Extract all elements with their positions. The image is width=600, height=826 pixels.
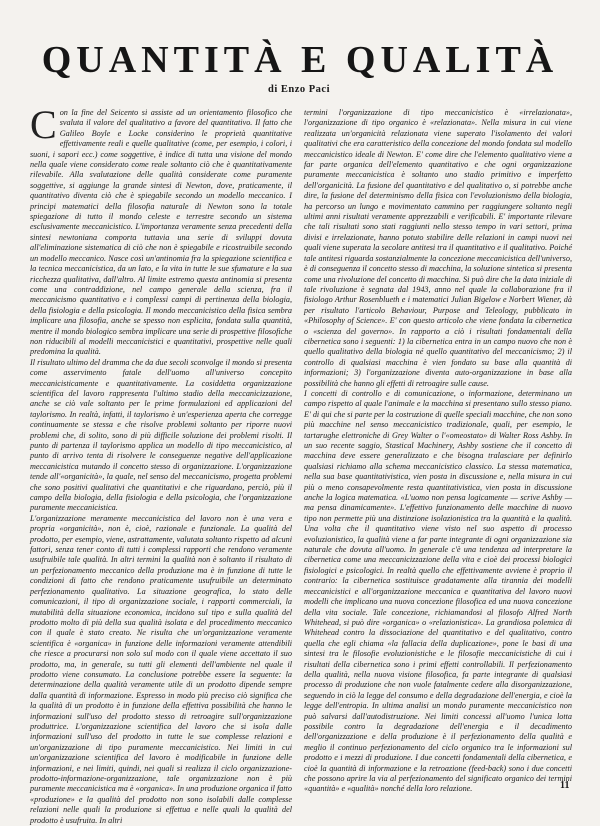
article-title: QUANTITÀ E QUALITÀ (41, 39, 559, 81)
paragraph: Il risultato ultimo del dramma che da due secoli sconvolge il mondo si presenta come asservimento fatale dell'uomo all'universo concepito meccanicisticamente e quantitativamente. La cosiddetta organizzazione scientifica del lavoro rappresenta l'ultimo stadio della meccanicizzazione, anche se ciò vale soltanto per le prime formulazioni ed applicazioni del taylorismo. In realtà, infatti, il taylorismo è un'esperienza aperta che corregge continuamente se stessa e che risolve problemi soltanto per riporre nuovi problemi che, di solito, sono di più difficile soluzione dei problemi risolti. Il punto di partenza il taylorismo applica un modello di tipo meccanicistico, al punto di arrivo tenta di risolvere le conseguenze negative dell'applicazione meccanicistica mutando il concetto stesso di organizzazione. L'organizzazione tende all'«organicità», la quale, nel senso del meccanicismo, progetta problemi che sono positivi qualitativi che quantitativi e che riguardano, perciò, più il campo della biologia, della fisiologia e della psicologia, che l'organizzazione puramente meccanicistica. (30, 357, 292, 513)
left-column (30, 102, 292, 825)
drop-cap: C (30, 102, 57, 147)
paragraph: L'organizzazione meramente meccanicistica del lavoro non è una vera e propria «organicità», non è, cioè, razionale e funzionale. La qualità del prodotto, per esempio, viene, astrattamente, valutata soltanto rispetto ad alcuni fattori, senza tener conto di tutti i complessi rapporti che rendono veramente usufruibile tale qualità. In altri termini la qualità non è soltanto il risultato di un perfezionamento meccanico della produzione ma è in funzione di tutte le condizioni di fatto che rendono praticamente usufruibile un determinato perfezionamento qualitativo. La situazione geografica, lo stato delle comunicazioni, il tipo di organizzazione sociale, i rapporti commerciali, la mutabilità della situazione economica, incidono sul tipo e sulla qualità del prodotto molto di più della sua qualità isolata e del procedimento meccanico con il quale è stato creato. Ne risulta che un'organizzazione veramente scientifica è «organica» in funzione delle informazioni veramente attendibili che riesce a procurarsi non solo sul modo con il quale viene accettato il suo prodotto, ma, in generale, su tutti gli elementi dell'ambiente nel quale il prodotto viene consumato. La conclusione potrebbe essere la seguente: la determinazione della qualità veramente utile di un prodotto dipende sempre dalla quantità di informazione. Espresso in modo più preciso ciò significa che la qualità di un prodotto è in funzione della effettiva possibilità che hanno le informazioni sull'uso del prodotto stesso di retroagire sull'organizzazione produttrice. L'organizzazione scientifica del lavoro che si isola dalle informazioni sull'uso del prodotto in tutte le sue complesse relazioni e un'organizzazione di tipo puramente meccanicistico. Nei limiti in cui un'organizzazione scientifica del lavoro è modificabile in funzione delle informazioni, e nei limiti, quindi, nei quali si realizza il ciclo organizzazione-prodotto-informazione-organizzazione, tale organizzazione non è più puramente meccanicistica ma è «organica». In una produzione organica il fatto «produzione» e la qualità del prodotto non sono isolabili dalle complesse relazioni nelle quali la produzione si effettua e nelle quali la qualità del prodotto è usufruita. In altri (30, 513, 292, 825)
paragraph: on la fine del Seicento si assiste ad un orientamento filosofico che svaluta il valore del qualitativo a favore del quantitativo. Il fatto che Galileo Boyle e Locke considerino le proprietà quantitative effettivamente reali e quelle qualitative (come, per esempio, i colori, i suoni, i sapori ecc.) come soggettive, è indice di tutta una visione del mondo nella quale viene considerato come reale soltanto ciò che è quantitativamente rilevabile. Alla svalutazione delle qualità considerate come puramente soggettive, si aggiunge la grande sintesi di Newton, dove, praticamente, il quantitativo diventa ciò che è spiegabile secondo un modello meccanico. I principi matematici della filosofia naturale di Newton sono la totale spiegazione di tutto il mondo celeste e terrestre secondo un sistema esclusivamente meccanicistico. L'importanza veramente senza precedenti della sintesi newtoniana comporta tuttavia una serie di sviluppi dovuta all'eliminazione sistematica di ciò che non è spiegabile e ricostruibile secondo un modello meccanico. Nasce così un'antinomia fra la spiegazione scientifica e la tecnica meccanicistica, da un lato, e la vita in tutte le sue sfumature e la sua ricchezza qualitativa, dall'altro. Al limite estremo questa antinomia si presenta come una contraddizione, nel campo generale della scienza, fra il meccanicismo quantitativo e i complessi campi di pertinenza della biologia, della fisiologia e della psicologia. Il mondo meccanicistico della fisica sembra implicare una filosofia, anche se spesso non esplicita, fondata sulla quantità, mentre il mondo biologico sembra implicare una serie di prospettive filosofiche non riducibili al modelli meccanicistici e quantitativi, prospettive nelle quali predomina la qualità. (30, 108, 292, 357)
paragraph: termini l'organizzazione di tipo meccanicistico è «irrelazionata», l'organizzazione di tipo organico è «relazionata». Nella misura in cui viene realizzata un'organicità relazionata viene superato l'isolamento dei valori qualitativi che era caratteristico della concezione del mondo fondata sul modello meccanicistico ideale di Newton. E' come dire che l'elemento qualitativo viene a far parte organica dell'elemento quantitativo e che ogni organizzazione puramente meccanicistica è soltanto uno stadio primitivo e imperfetto dell'organicità. La fusione del quantitativo e del qualitativo o, si potrebbe anche dire, la fusione del determinismo della fisica con l'evoluzionismo della biologia, ha percorso un lungo e movimentato cammino per raggiungere soltanto negli ultimi anni risultati veramente apprezzabili e verificabili. E' importante rilevare che tali risultati sono stati raggiunti nello stesso tempo in vari settori, prima divisi e irrelazionate, hanno potuto stabilire delle relazioni in campi nuovi nei quali viene superata la secolare antitesi tra il quantitativo e il qualitativo. Poiché tale antitesi riguarda sostanzialmente la concezione meccanicistica dell'universo, è di conseguenza il concetto stesso di macchina, la soluzione sintetica si presenta come una rivoluzione del concetto di macchina. Si può dire che la data iniziale di tale rivoluzione è segnata dal 1943, anno nel quale la collaborazione fra il fisiologo Arthur Rosenblueth e i matematici Julian Bigelow e Norbert Wiener, dà per risultato l'articolo Behaviour, Purpose and Teleology, pubblicato in «Philosophy of Science». E' con questo articolo che viene fondata la cibernetica o «scienza del governo». In rapporto a ciò i risultati fondamentali della cibernetica sono i seguenti: 1) la cibernetica entra in un campo nuovo che non è quello qualitativo della biologia né quello quantitativo del meccanicismo; 2) il controllo di qualsiasi macchina è vien fondato su base alla quantità di informazioni; 3) l'organizzazione diventa auto-organizzazione in base alla possibilità che hanno gli effetti di retroagire sulle cause. (304, 108, 572, 388)
paragraph: I concetti di controllo e di comunicazione, o informazione, determinano un campo rispetto al quale l'animale e la macchina si presentano sullo stesso piano. E' di qui che si parte per la costruzione di quelle speciali macchine, che non sono più macchine nel senso meccanicistico tradizionale, quali, per esempio, le tartarughe elettroniche di Grey Walter o l'«omeostato» di Walter Ross Ashby. In un suo recente saggio, Stastical Machinery, Ashby sostiene che il concetto di macchina deve essere generalizzato e che bisogna tralasciare per definirlo qualsiasi richiamo alla schema meccanicistico classico. La stessa matematica, nella sua base quantitativistica, vien posta in discussione e, nella misura in cui più o meno consapevolmente resta quantitativistica, vien posta in discussione anche la logica matematica. «L'uomo non pensa logicamente — scrive Ashby — ma pensa dinamicamente». L'effettivo funzionamento delle macchine di nuovo tipo non permette più una distinzione isolazionistica tra la quantità e la qualità. Una volta che il quantitativo viene visto nel suo aspetto di processo evoluzionistico, la qualità viene a far parte integrante di ogni organizzazione sia naturale che dovuta all'uomo. In generale c'è una tendenza ad interpretare la cibernetica come una meccanicizzazione della vita e cioè dei processi biologici fisiologici e psicologici. In realtà quello che effettivamente avviene è proprio il contrario: la cibernetica sostituisce gradatamente alla tirannia dei modelli meccanicistici e all'organizzazione meccanica e quantitativa del lavoro nuovi modelli che implicano una nuova concezione filosofica ed una nuova concezione della vita sociale. Tale concezione, richiamandosi al filosofo Alfred North Whitehead, si può dire «organica» o «relazionistica». La grandiosa polemica di Whitehead contro la dissociazione del quantitativo e del qualitativo, contro quella che egli chiama «la fallacia della duplicazione», pone le basi di una sintesi tra le filosofie evoluzionistiche e le filosofie meccanicistiche di cui i risultati della cibernetica sono i primi effetti controllabili. Il perfezionamento della qualità, nella nuova visione filosofica, fa parte integrante di qualsiasi processo di produzione che non vuole fatalmente cedere alla disorganizzazione, seguendo in ciò la legge del consumo e della degradazione dell'energia, e cioè la legge dell'entropia. In ultima analisi un mondo puramente meccanicistico non può salvarsi dall'autodistruzione. Nei limiti concessi all'uomo l'unica lotta possibile contro la degradazione dell'energia e il decadimento dell'organizzazione e della produzione è il perfezionamento della qualità e meglio il continuo perfezionamento del ciclo organico tra le informazioni sul prodotto e i mezzi di produzione. I due concetti fondamentali della cibernetica, e cioè la quantità di informazione e la retroazione (feed-back) sono i due concetti che possono aprire la via al perfezionamento del significato organico dei termini «quantità» e «qualità» nonché della loro relazione. (304, 388, 572, 794)
article-byline: di Enzo Paci (268, 84, 331, 95)
page-number: 11 (560, 780, 570, 791)
